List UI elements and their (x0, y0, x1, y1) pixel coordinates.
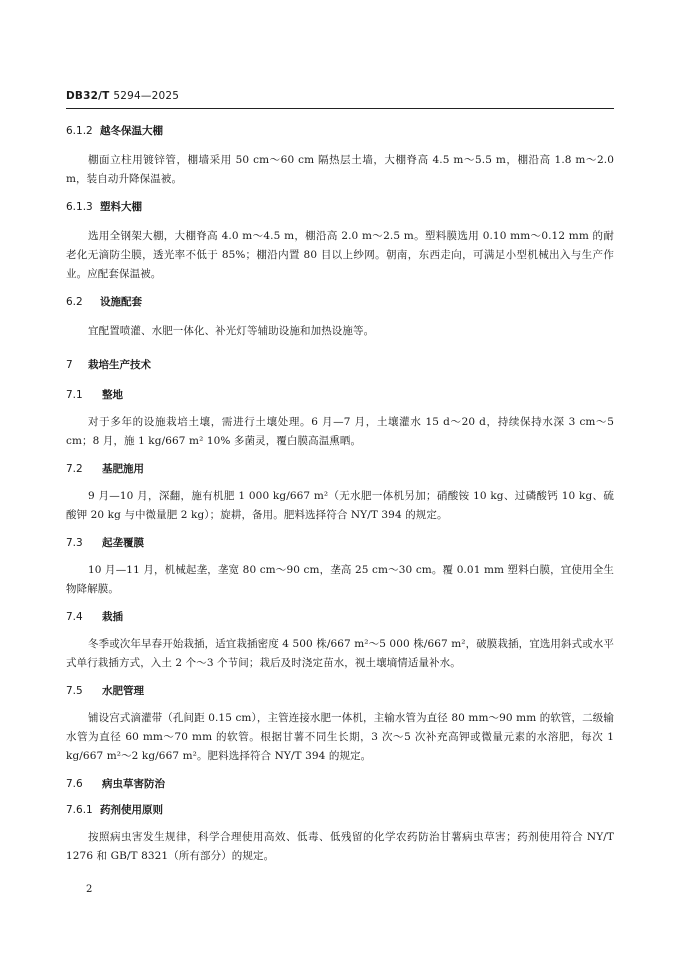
section-heading (66, 294, 614, 310)
section-number: 6.1.2 (66, 125, 93, 137)
section-6-1-2 (66, 123, 614, 189)
section-number: 6.1.3 (66, 201, 93, 213)
header-rule (66, 108, 614, 109)
section-title: 病虫草害防治 (102, 778, 165, 790)
section-heading (66, 683, 614, 699)
section-title: 越冬保温大棚 (100, 125, 163, 137)
section-title: 塑料大棚 (100, 201, 142, 213)
section-7-1 (66, 387, 614, 451)
section-heading (66, 802, 614, 818)
chapter-heading (66, 357, 614, 373)
section-number: 7.2 (66, 463, 83, 475)
section-number: 7.6.1 (66, 804, 93, 816)
section-paragraph: 宜配置喷灌、水肥一体化、补光灯等辅助设施和加热设施等。 (88, 325, 375, 337)
section-number: 7 (66, 359, 73, 371)
section-number: 6.2 (66, 296, 83, 308)
section-number: 7.1 (66, 389, 83, 401)
section-paragraph: 按照病虫害发生规律，科学合理使用高效、低毒、低残留的化学农药防治甘薯病虫草害；药剂使用符合 NY/T 1276 和 GB/T 8321（所有部分）的规定。 (66, 831, 614, 862)
section-paragraph: 9 月—10 月，深翻，施有机肥 1 000 kg/667 m²（无水肥一体机另加；硝酸铵 10 kg、过磷酸钙 10 kg、硫酸钾 20 kg 与中微量肥 2 kg）；旋耕，备用。肥料选择符合 NY/T 394 的规定。 (66, 490, 614, 521)
section-title: 整地 (102, 389, 123, 401)
document-header (66, 90, 179, 102)
standard-code: DB32/T (66, 90, 110, 102)
section-paragraph: 对于多年的设施栽培土壤，需进行土壤处理。6 月—7 月，土壤灌水 15 d～20 d，持续保持水深 3 cm～5 cm；8 月，施 1 kg/667 m² 10% 多菌灵，覆白膜高温熏晒。 (66, 416, 614, 447)
section-heading (66, 461, 614, 477)
section-number: 7.6 (66, 778, 83, 790)
section-7-3 (66, 535, 614, 599)
section-title: 起垄覆膜 (102, 537, 144, 549)
section-heading (66, 123, 614, 139)
section-7 (66, 357, 614, 373)
section-title: 设施配套 (100, 296, 142, 308)
section-number: 7.4 (66, 611, 83, 623)
section-number: 7.5 (66, 685, 83, 697)
section-7-5 (66, 683, 614, 766)
section-paragraph: 棚面立柱用镀锌管，棚墙采用 50 cm～60 cm 隔热层土墙，大棚脊高 4.5 m～5.5 m，棚沿高 1.8 m～2.0 m，装自动升降保温被。 (66, 154, 614, 185)
section-heading (66, 199, 614, 215)
section-paragraph: 冬季或次年早春开始栽插，适宜栽插密度 4 500 株/667 m²～5 000 株/667 m²，破膜栽插，宜选用斜式或水平式单行栽插方式，入土 2 个～3 个节间；栽后及时浇定苗水，视土壤墒情适量补水。 (66, 638, 614, 669)
section-7-4 (66, 609, 614, 673)
section-6-1-3 (66, 199, 614, 284)
section-number: 7.3 (66, 537, 83, 549)
section-7-6-1 (66, 802, 614, 866)
page-number: 2 (86, 884, 93, 895)
section-paragraph: 铺设宫式滴灌带（孔间距 0.15 cm），主管连接水肥一体机，主输水管为直径 80 mm～90 mm 的软管，二级输水管为直径 60 mm～70 mm 的软管。根据甘薯不同生长期，3 次～5 次补充高钾或微量元素的水溶肥，每次 1 kg/667 m²～2 kg/667 m²。肥料选择符合 NY/T 394 的规定。 (66, 712, 614, 762)
section-paragraph: 10 月—11 月，机械起垄，垄宽 80 cm～90 cm，垄高 25 cm～30 cm。覆 0.01 mm 塑料白膜，宜使用全生物降解膜。 (66, 564, 614, 595)
section-heading (66, 776, 614, 792)
section-7-6 (66, 776, 614, 792)
section-title: 药剂使用原则 (100, 804, 163, 816)
standard-number: 5294—2025 (113, 90, 180, 102)
section-heading (66, 387, 614, 403)
section-title: 栽培生产技术 (88, 359, 151, 371)
section-7-2 (66, 461, 614, 525)
section-title: 水肥管理 (102, 685, 144, 697)
section-heading (66, 609, 614, 625)
section-title: 基肥施用 (102, 463, 144, 475)
section-title: 栽插 (102, 611, 123, 623)
document-body (66, 118, 614, 866)
section-paragraph: 选用全钢架大棚，大棚脊高 4.0 m～4.5 m，棚沿高 2.0 m～2.5 m。塑料膜选用 0.10 mm～0.12 mm 的耐老化无滴防尘膜，透光率不低于 85%；棚沿内置 80 目以上纱网。朝南，东西走向，可满足小型机械出入与生产作业。应配套保温被。 (66, 230, 614, 280)
section-6-2 (66, 294, 614, 341)
section-heading (66, 535, 614, 551)
